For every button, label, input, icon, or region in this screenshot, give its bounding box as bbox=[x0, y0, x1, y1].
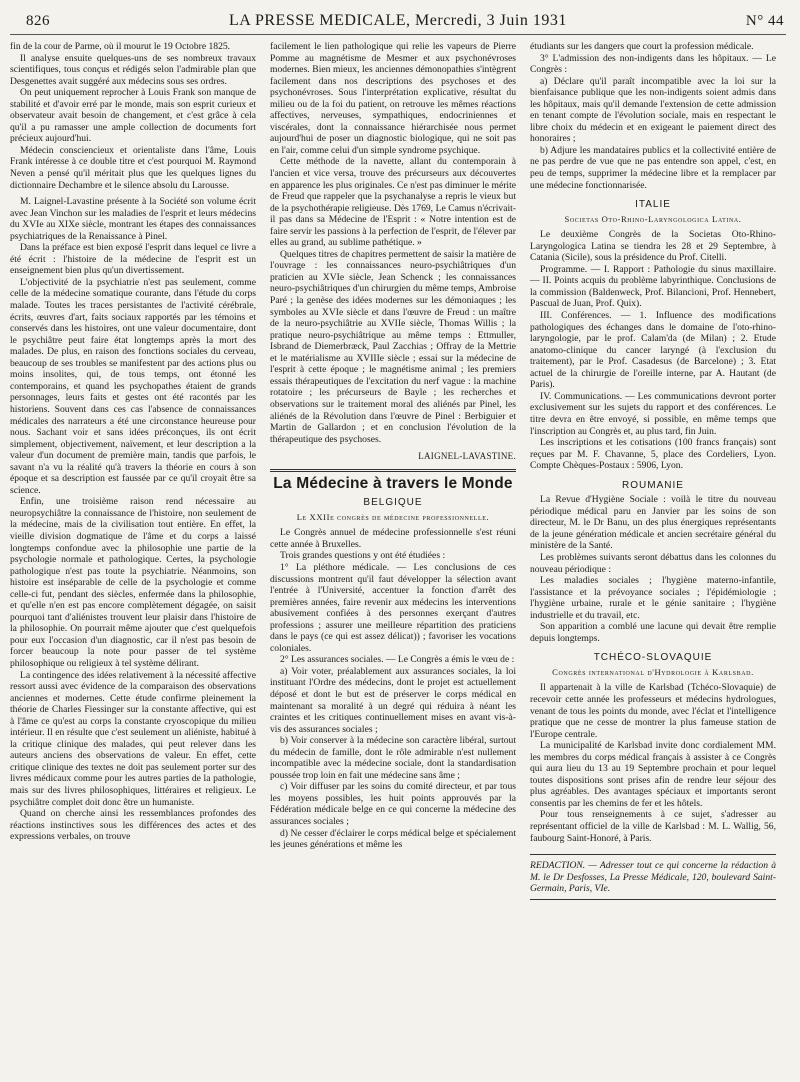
paragraph: M. Laignel-Lavastine présente à la Société son volume écrit avec Jean Vinchon sur les maladies de l'esprit et leurs médecins du XVIe au XIXe siècle, montrant les étapes des connaissances psychiatriques de la Renaissance à Pinel. bbox=[10, 196, 256, 242]
paragraph: Son apparition a comblé une lacune qui devait être remplie depuis longtemps. bbox=[530, 621, 776, 644]
paragraph: III. Conférences. — 1. Influence des modifications pathologiques des échanges dans le domaine de l'oto-rhino-laryngologie, par le prof. Calam'da (de Milan) ; 2. Etude anatomo-clinique du cancer laryngé (à l'exclusion du traitement), par le Prof. Casadesus (de Barcelone) ; 3. Etat actuel de la chirurgie de l'oreille interne, par A. Hautant (de Paris). bbox=[530, 310, 776, 391]
paragraph: facilement le lien pathologique qui relie les vapeurs de Pierre Pomme au magnétisme de Mesmer et aux psychonévroses modernes. Bien mieux, les anciennes démonopathies s'intègrent facilement dans nos descriptions des psychoses et des psychonévroses. Sous l'interprétation explicative, résultat du milieu ou de la foi du patient, on retrouve les mêmes réactions affectives, nerveuses, sympathiques, endocriniennes et viscérales, dont la connaissance hiérarchisée nous permet aujourd'hui de poser un diagnostic biologique, qui ne soit pas en l'air, comme celui d'un simple syndrome psychique. bbox=[270, 41, 516, 156]
journal-title: LA PRESSE MEDICALE, Mercredi, 3 Juin 1931 bbox=[229, 12, 567, 29]
paragraph: a) Voir voter, préalablement aux assurances sociales, la loi instituant l'Ordre des médecins, dont le projet est actuellement déposé et dont le but est de préserver le corps médical en maintenant sa moralité à un degré qui réduira à néant les craintes et les critiques continuellement mises en avant vis-à-vis des assurances sociales ; bbox=[270, 665, 516, 735]
country-heading-roumanie: ROUMANIE bbox=[622, 479, 684, 491]
paragraph: Quand on cherche ainsi les ressemblances profondes des réactions instinctives sous les différences des actes et des expressions verbales, on trouve bbox=[10, 808, 256, 843]
paragraph: Les inscriptions et les cotisations (100 francs français) sont reçues par M. F. Chavanne, 5, place des Cordeliers, Lyon. Compte Chèques-Postaux : 5906, Lyon. bbox=[530, 437, 776, 472]
paragraph: Pour tous renseignements à ce sujet, s'adresser au représentant officiel de la ville de Karlsbad : M. L. Wallig, 56, faubourg Saint-Honoré, à Paris. bbox=[530, 809, 776, 844]
country-heading-belgique: BELGIQUE bbox=[363, 497, 423, 509]
paragraph: fin de la cour de Parme, où il mourut le 19 Octobre 1825. bbox=[10, 41, 231, 52]
paragraph: La contingence des idées relativement à la nécessité affective ressort aussi avec évidence de la comparaison des observations anciennes et modernes. Cette étude confirme pleinement la théorie de Charles Fiessinger sur la constante affective, qui est à l'âme ce qu'est au corps la constante cryoscopique du milieu intérieur. Il en résulte que c'est seulement un aliéniste, habitué à la critique clinique des malades, qui peut relever dans les auteurs anciens des observations de valeur. En effet, cette critique clinique des textes ne doit pas seulement porter sur des livres médicaux comme pour les autres parties de la pathologie, mais sur des livres philosophiques, littéraires et religieux. Le psychiâtre complet doit donc être un humaniste. bbox=[10, 669, 256, 808]
paragraph: Il appartenait à la ville de Karlsbad (Tchéco-Slovaquie) de recevoir cette année les professeurs et médecins hydrologues, venant de tous les points du monde, avec l'éclat et l'intelligence pratique que ne cesse de montrer la plus fameuse station de l'Europe centrale. bbox=[530, 682, 776, 740]
paragraph: La Revue d'Hygiène Sociale : voilà le titre du nouveau périodique médical paru en Janvier par les soins de son directeur, M. le Dr Banu, un des plus énergiques représentants de la jeune génération médicale et ancien secrétaire général du ministère de la Santé. bbox=[530, 494, 776, 552]
country-heading-italie: ITALIE bbox=[635, 199, 671, 211]
paragraph: Programme. — I. Rapport : Pathologie du sinus maxillaire. — II. Points acquis du problème labyrinthique. Conclusions de la commission (Baldenweck, Prof. Bilancioni, Prof. Hennebert, Pascual de Juan, Prof. Quix). bbox=[530, 263, 776, 310]
paragraph: Enfin, une troisième raison rend nécessaire au neuropsychiâtre la connaissance de l'histoire, non seulement de la médecine, mais de la civilisation tout entière. En effet, la vieille division dogmatique de l'âme et du corps a laissé longtemps confondue avec la philosophie une partie de la psychologie normale et pathologique. Certes, la psychologie pathologique n'est pas toute la psychiatrie. Néanmoins, son histoire est inséparable de celle de la psychologie et comme celle-ci fut, pendant des siècles, enfermée dans la philosophie, et qu'elle n'en est pas encore complètement dégagée, on saisit pourquoi tant d'aliénistes trouvent leur plaisir dans l'histoire de la philosophie. On pourrait même ajouter que c'est quelquefois pour eux l'occasion d'un diagnostic, car il n'est pas besoin de forcer beaucoup la note pour passer de tel système philosophique ou religieux à tel système délirant. bbox=[10, 496, 256, 669]
paragraph: Médecin consciencieux et orientaliste dans l'âme, Louis Frank intéresse à ce double titre et c'est pourquoi M. Raymond Neven a pensé qu'il méritait plus que les quelques lignes du dictionnaire Dechambre et le silence absolu du Larousse. bbox=[10, 144, 256, 191]
paragraph: 2° Les assurances sociales. — Le Congrès a émis le vœu de : bbox=[280, 654, 515, 666]
paragraph: b) Adjure les mandataires publics et la collectivité entière de ne pas perdre de vue que ne pas entendre son appel, c'est, en peu de temps, supprimer la médecine libre et la remplacer par une médecine fonctionnarisée. bbox=[530, 144, 776, 191]
redaction-notice: REDACTION. — Adresser tout ce qui concerne la rédaction à M. le Dr Desfosses, La Presse Médicale, 120, boulevard Saint-Germain, Paris, VIe. bbox=[530, 854, 776, 900]
issue-number: N° 44 bbox=[745, 13, 784, 29]
column-3 bbox=[530, 41, 776, 900]
paragraph: c) Voir diffuser par les soins du comité directeur, et par tous les moyens possibles, les huit points approuvés par la Fédération médicale belge en ce qui concerne la médecine des assurances sociales ; bbox=[270, 781, 516, 827]
paragraph: Le deuxième Congrès de la Societas Oto-Rhino-Laryngologica Latina se tiendra les 28 et 29 Septembre, à Catania (Sicile), sous la présidence du Prof. Citelli. bbox=[530, 229, 776, 264]
subheading: Congrès international d'Hydrologie à Karlsbad. bbox=[552, 666, 754, 677]
paragraph: étudiants sur les dangers que court la profession médicale. bbox=[530, 41, 754, 52]
subheading: Le XXIIe congrès de médecine professionnelle. bbox=[296, 511, 490, 522]
page-number: 826 bbox=[26, 13, 50, 29]
column-1 bbox=[10, 41, 256, 900]
paragraph: IV. Communications. — Les communications devront porter exclusivement sur les sujets du rapport et des conférences. Le titre devra en être envoyé, si possible, en même temps que l'inscription au Congrès et, au plus tard, fin Juin. bbox=[530, 390, 776, 437]
paragraph: 3° L'admission des non-indigents dans les hôpitaux. — Le Congrès : bbox=[530, 52, 776, 76]
country-heading-tcheco-slovaquie: TCHÉCO-SLOVAQUIE bbox=[593, 652, 713, 664]
paragraph: Le Congrès annuel de médecine professionnelle s'est réuni cette année à Bruxelles. bbox=[270, 527, 516, 550]
paragraph: Dans la préface est bien exposé l'esprit dans lequel ce livre a été écrit : l'histoire de la médecine de l'esprit est un enseignement bien plus qu'un divertissement. bbox=[10, 242, 256, 277]
paragraph: La municipalité de Karlsbad invite donc cordialement MM. les membres du corps médical français à assister à ce Congrès qui aura lieu du 13 au 19 Septembre prochain et pour lequel toutes dispositions sont prises afin de rendre leur séjour des plus agréables. Des avantages spéciaux et importants seront consentis par les chemins de fer et les hôtels. bbox=[530, 740, 776, 809]
subheading: Societas Oto-Rhino-Laryngologica Latina. bbox=[564, 213, 742, 224]
paragraph: 1° La pléthore médicale. — Les conclusions de ces discussions montrent qu'il faut développer la sélection avant l'entrée à l'Université, accentuer la fonction d'arrêt des premières années, faire revenir aux médecins les interventions abusivement confiées à des personnes exerçant d'autres professions ; assurer une meilleure répartition des praticiens dans le pays (ce qui est assez délicat)) ; favoriser les vocations coloniales. bbox=[270, 561, 516, 654]
paragraph: L'objectivité de la psychiatrie n'est pas seulement, comme celle de la médecine somatique courante, dans l'étude du corps malade. Toutes les traces persistantes de l'activité cérébrale, écrits, œuvres d'art, faits sociaux rapportés par les témoins et conservés dans les histoires, ont une valeur documentaire, dont le psychiâtre peut faire état longtemps après la mort des malades. De plus, en raison des fonctions sociales du cerveau, beaucoup de ses troubles se manifestent par des actions plus ou moins insolites, qui, de tous temps, ont étonné les contemporains, et quand les psychopathes étaient de grands personnages, leurs faits et gestes ont été racontés par les historiens. Souvent dans ces cas l'absence de connaissances médicales des narrateurs a été une circonstance heureuse pour nous. Sachant voir et sans idées préconçues, ils ont écrit simplement, objectivement, naïvement, et leur description a la valeur d'un document de première main, tandis que parfois, le savant n'a vu la réalité qu'à travers la théorie en cours à son époque et sa description est faussée par ce qu'il croyait être sa science. bbox=[10, 276, 256, 496]
page-header bbox=[10, 12, 786, 35]
paragraph: d) Ne cesser d'éclairer le corps médical belge et spécialement les jeunes générations et même les bbox=[270, 827, 516, 851]
paragraph: b) Voir conserver à la médecine son caractère libéral, surtout du médecin de famille, dont le rôle admirable n'est nullement incompatible avec la médecine sociale, dont la standardisation poussée trop loin en fait une médecine sans âme ; bbox=[270, 735, 516, 781]
paragraph: Trois grandes questions y ont été étudiées : bbox=[280, 550, 446, 562]
author-signature: LAIGNEL-LAVASTINE. bbox=[418, 451, 516, 462]
paragraph: On peut uniquement reprocher à Louis Frank son manque de stabilité et d'avoir erré par le monde, mais son esprit curieux et observateur avait besoin de changement, et c'est grâce à cela qu'il a pu ramasser une ample collection de documents fort précieux aujourd'hui. bbox=[10, 87, 256, 145]
paragraph: Quelques titres de chapitres permettent de saisir la matière de l'ouvrage : les connaissances neuro-psychiâtriques d'un praticien au XVIe siècle, Jean Schenck ; les connaissances neuro-psychiâtriques d'un chirurgien du même temps, Ambroise Paré ; la genèse des idées modernes sur les démoniaques ; les symboles au XVIe siècle et dans l'œuvre de Freud : un maître de la neuro-psychiâtrie au XVIIe siècle, Thomas Willis ; la pratique neuro-psychiâtrique au même temps : Ettmuller, Isbrand de Diemerbræck, Paul Zacchias ; Offray de la Mettrie et le matérialisme au XVIIIe siècle ; essai sur la médecine de l'esprit à cette époque ; le magnétisme animal ; les premiers essais thérapeutiques de l'excitation du nerf vague : la machine rotatoire ; les précurseurs de Bayle ; les recherches et observations sur le traitement moral des aliénés par Pinel, les aliénés de la Révolution dans l'œuvre de Pinel : Berbiguier et Martin de Gallardon ; et en conclusion l'évolution de la thérapeutique des psychoses. bbox=[270, 248, 516, 445]
paragraph: Les problèmes suivants seront débattus dans les colonnes du nouveau périodique : bbox=[530, 551, 776, 575]
paragraph: Il analyse ensuite quelques-uns de ses nombreux travaux scientifiques, tous conçus et rédigés selon l'admirable plan que Desgenettes avait suggéré aux médecins sous ses ordres. bbox=[10, 52, 256, 87]
paragraph: a) Déclare qu'il paraît incompatible avec la loi sur la bienfaisance publique que les non-indigents soient admis dans les hôpitaux, mais qu'il demande l'extension de cette admission en tenant compte de l'évolution sociale, mais en respectant le libre choix du médecin et en exigeant le paiement direct des honoraires ; bbox=[530, 75, 776, 145]
section-title: La Médecine à travers le Monde bbox=[273, 474, 513, 492]
paragraph: Cette méthode de la navette, allant du contemporain à l'ancien et vice versa, trouve des précurseurs aux découvertes en apparence les plus originales. Ce n'est pas diminuer le mérite de Freud que rappeler que la psychanalyse a repris le vieux but de la psychothérapie religieuse. Dès 1769, Le Camus n'écrivait-il pas dans sa Médecine de l'Esprit : « Notre intention est de faire servir les passions à la perfection de l'esprit, de l'élever par elles au grand, au sublime pathétique. » bbox=[270, 156, 516, 249]
column-2 bbox=[270, 41, 516, 900]
section-divider bbox=[270, 469, 516, 472]
paragraph: Les maladies sociales ; l'hygiène materno-infantile, l'assistance et la prévoyance sociales ; l'épidémiologie ; l'hygiène urbaine, rurale et le génie sanitaire ; l'hygiène industrielle et du travail, etc. bbox=[530, 575, 776, 621]
